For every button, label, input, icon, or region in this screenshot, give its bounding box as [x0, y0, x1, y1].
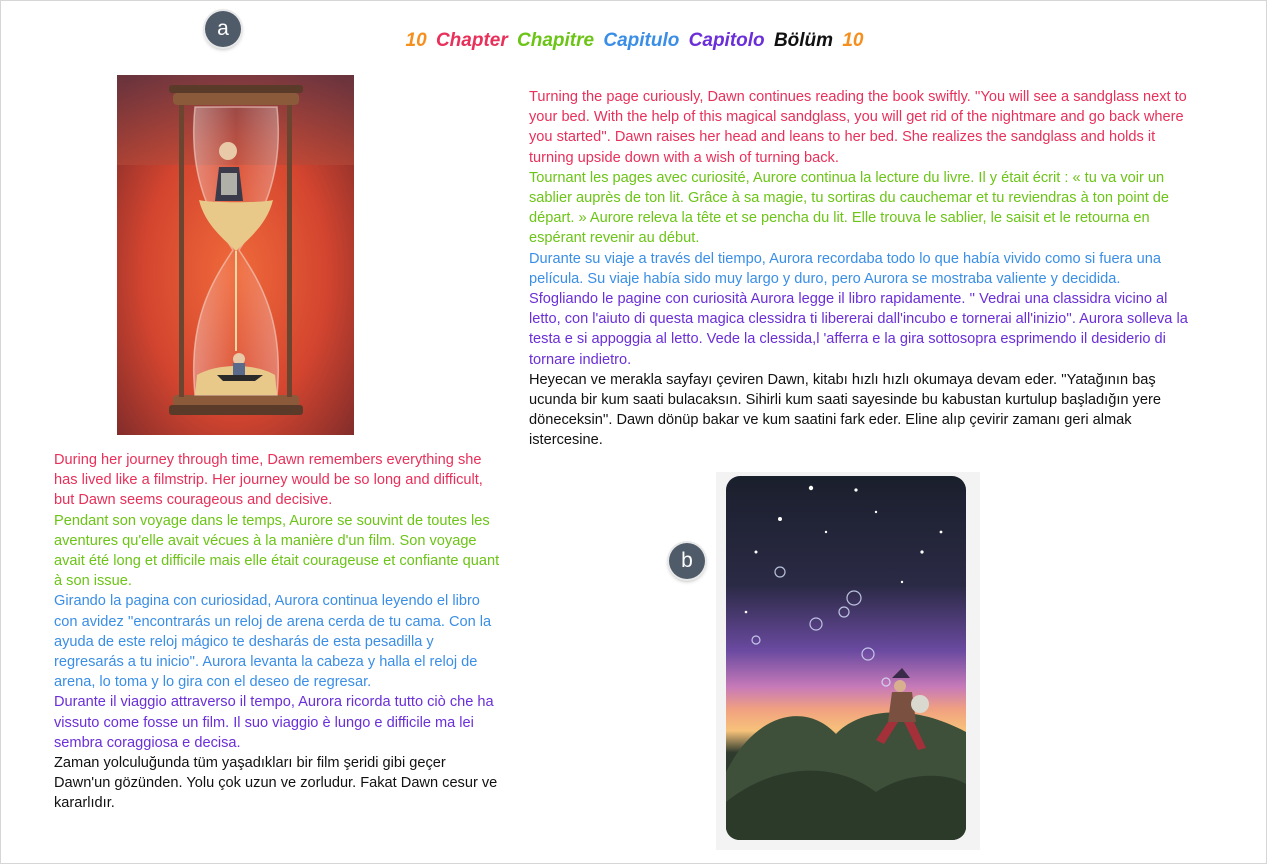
chapter-title [0, 30, 1269, 52]
paragraph-en: During her journey through time, Dawn remembers everything she has lived like a filmstrip. Her journey would be so long and difficult, but Dawn seems courageous and decisive. [54, 452, 483, 509]
paragraph-tr: Heyecan ve merakla sayfayı çeviren Dawn, kitabı hızlı hızlı okumaya devam eder. ''Yatağının baş ucunda bir kum saati bulacaksın. Sihirli kum saati sayesinde bu kabustan kurtulup başladığın yere döneceksin''. Dawn dönüp bakar ve kum saatini fark eder. Eline alıp çevirir zamanı geri almak istercesine. [529, 371, 1161, 449]
marker-a-badge[interactable]: a [205, 11, 241, 47]
paragraph-es: Durante su viaje a través del tiempo, Aurora recordaba todo lo que había vivido como si fuera una película. Su viaje había sido muy largo y duro, pero Aurora se mostraba valiente y decidida. [529, 250, 1161, 287]
chapter-title-en: Chapter [435, 30, 508, 51]
left-text-block [54, 450, 502, 814]
paragraph-fr: Tournant les pages avec curiosité, Aurore continua la lecture du livre. Il y était écrit : « tu va voir un sablier auprès de ton lit. Grâce à sa magie, tu sortiras du cauchemar et tu reviendras à ton point de départ. » Aurore releva la tête et se pencha du lit. Elle trouva le sablier, le saisit et le retourna en espérant revenir au début. [529, 169, 1170, 247]
right-text-block [529, 87, 1197, 451]
hourglass-illustration [117, 75, 354, 435]
chapter-title-it: Capitolo [688, 30, 765, 51]
paragraph-es: Girando la pagina con curiosidad, Aurora continua leyendo el libro con avidez ''encontrarás un reloj de arena cerda de tu cama. Con la ayuda de este reloj mágico te desharás de esta pesadilla y regresarás a tu inicio''. Aurora levanta la cabeza y halla el reloj de arena, lo toma y lo gira con el deseo de regresar. [54, 593, 492, 691]
paragraph-it: Sfogliando le pagine con curiosità Aurora legge il libro rapidamente. '' Vedrai una classidra vicino al letto, con l'aiuto di questa magica clessidra ti libererai dall'incubo e tornerai all'inizio''. Aurora solleva la testa e si appoggia al letto. Vede la clessida,l 'afferra e la gira sottosopra esprimendo il desiderio di tornare indietro. [529, 291, 1188, 368]
chapter-number-right: 10 [842, 30, 864, 51]
chapter-title-tr: Bölüm [773, 30, 834, 51]
chapter-number-left: 10 [405, 30, 427, 51]
chapter-title-es: Capitulo [603, 30, 680, 51]
night-sky-card-illustration [716, 472, 980, 850]
paragraph-tr: Zaman yolculuğunda tüm yaşadıkları bir film şeridi gibi geçer Dawn'un gözünden. Yolu çok uzun ve zorludur. Fakat Dawn cesur ve kararlıdır. [54, 755, 498, 812]
chapter-title-fr: Chapitre [517, 30, 595, 51]
paragraph-en: Turning the page curiously, Dawn continues reading the book swiftly. ''You will see a sandglass next to your bed. With the help of this magical sandglass, you will get rid of the nightmare and go back where you started''. Dawn raises her head and leans to her bed. She realizes the sandglass and holds it turning upside down with a wish of turning back. [529, 89, 1187, 166]
marker-b-badge[interactable]: b [669, 543, 705, 579]
paragraph-it: Durante il viaggio attraverso il tempo, Aurora ricorda tutto ciò che ha vissuto come fosse un film. Il suo viaggio è lungo e difficile ma lei sembra coraggiosa e decisa. [54, 694, 494, 751]
paragraph-fr: Pendant son voyage dans le temps, Aurore se souvint de toutes les aventures qu'elle avait vécues à la manière d'un film. Son voyage avait été long et difficile mais elle était courageuse et confiante quant à son issue. [54, 512, 500, 590]
